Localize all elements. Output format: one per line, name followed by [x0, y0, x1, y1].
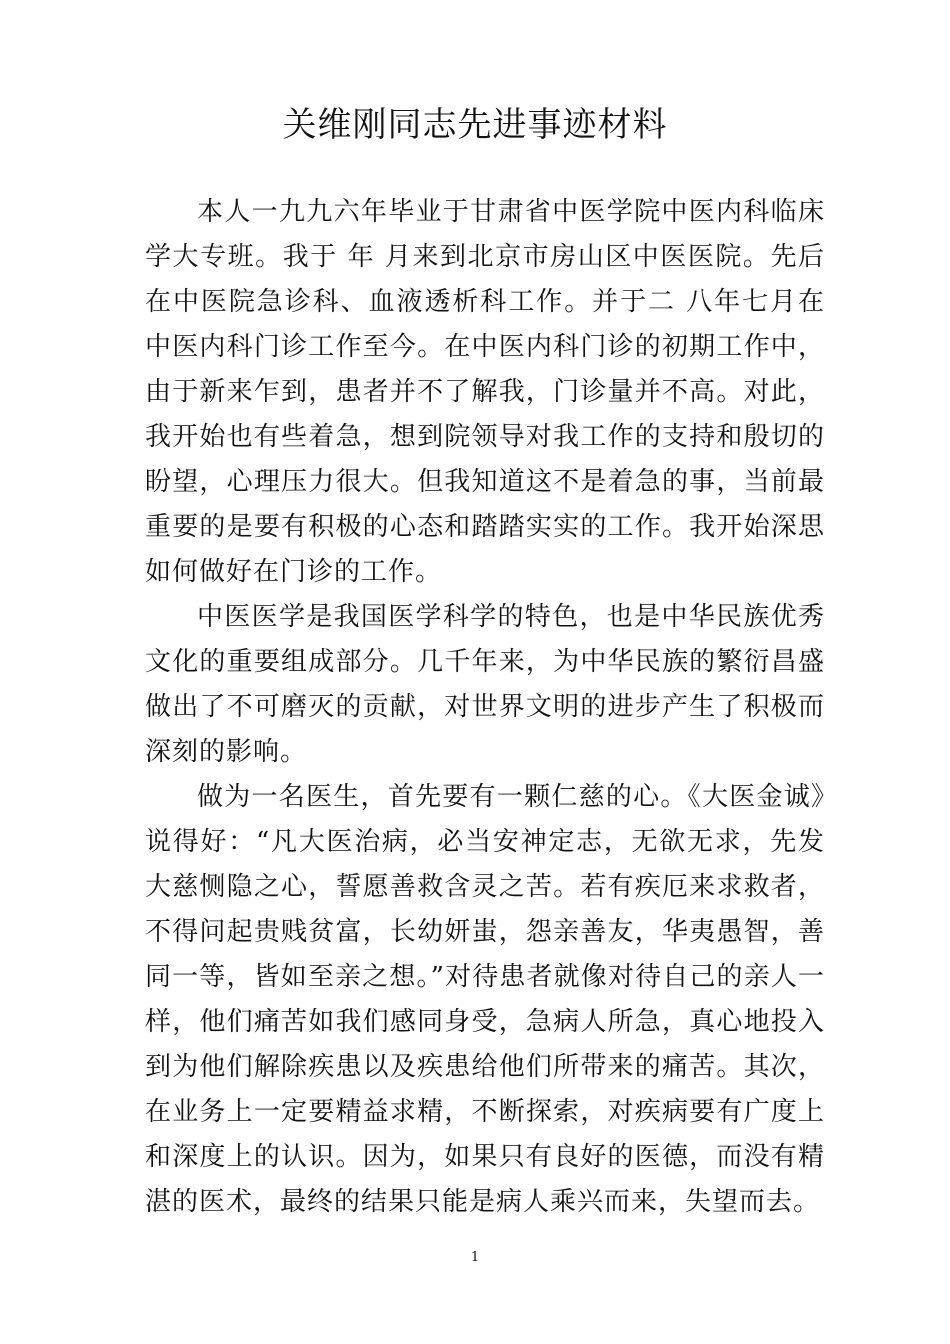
document-title: 关维刚同志先进事迹材料: [282, 105, 668, 145]
paragraph-1: 本人一九九六年毕业于甘肃省中医学院中医内科临床学大专班。我于 年 月来到北京市房山区中医医院。先后在中医院急诊科、血液透析科工作。并于二 八年七月在中医内科门诊工作至今。在中医内科门诊的初期工作中，由于新来乍到，患者并不了解我，门诊量并不高。对此，我开始也有些着急，想到院领导对我工作的支持和殷切的盼望，心理压力很大。但我知道这不是着急的事，当前最重要的是要有积极的心态和踏踏实实的工作。我开始深思如何做好在门诊的工作。: [145, 197, 825, 587]
paragraph-2: 中医医学是我国医学科学的特色，也是中华民族优秀文化的重要组成部分。几千年来，为中华民族的繁衍昌盛做出了不可磨灭的贡献，对世界文明的进步产生了积极而深刻的影响。: [145, 602, 825, 767]
paragraph-3: 做为一名医生，首先要有一颗仁慈的心。《大医金诚》说得好：“凡大医治病，必当安神定志，无欲无求，先发大慈恻隐之心，誓愿善救含灵之苦。若有疾厄来求救者，不得问起贵贱贫富，长幼妍蚩，怨亲善友，华夷愚智，善同一等，皆如至亲之想。”对待患者就像对待自己的亲人一样，他们痛苦如我们感同身受，急病人所急，真心地投入到为他们解除疾患以及疾患给他们所带来的痛苦。其次，在业务上一定要精益求精，不断探索，对疾病要有广度上和深度上的认识。因为，如果只有良好的医德，而没有精湛的医术，最终的结果只能是病人乘兴而来，失望而去。: [145, 782, 825, 1217]
document-body: [145, 190, 825, 1225]
page-number: 1: [470, 1250, 480, 1265]
